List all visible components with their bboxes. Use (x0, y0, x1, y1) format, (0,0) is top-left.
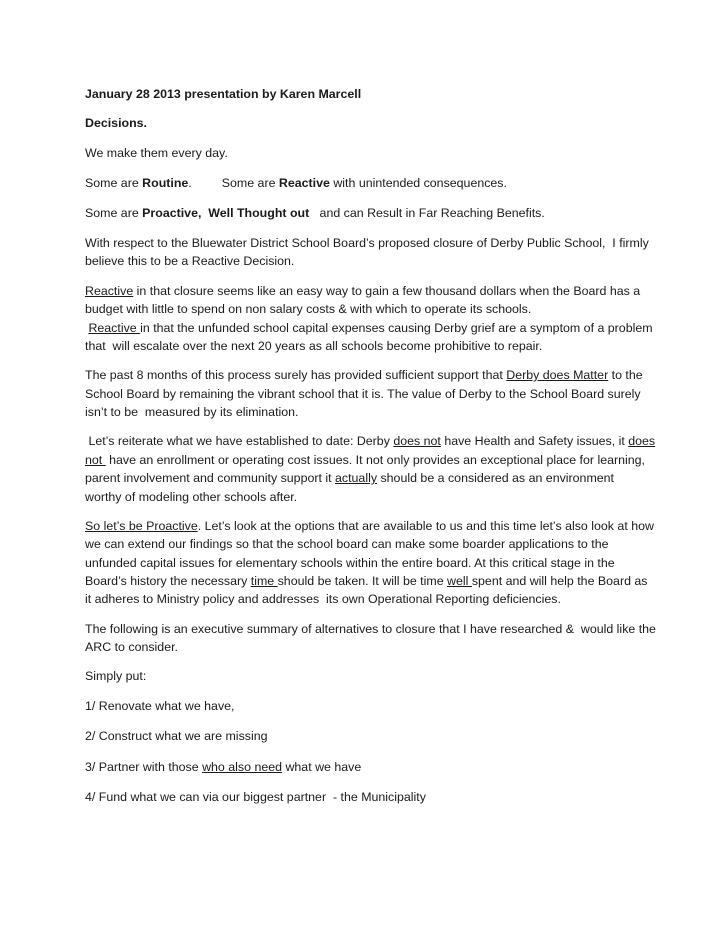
section-heading: Decisions. (85, 116, 147, 130)
paragraph-line: worthy of modeling other schools after. (85, 490, 298, 504)
simply-put-line: Simply put: (85, 669, 147, 683)
paragraph-line: With respect to the Bluewater District School Board’s proposed closure of Derby Public School, I firmly (85, 236, 649, 250)
proactive-line: Some are Proactive, Well Thought out and can Result in Far Reaching Benefits. (85, 206, 545, 220)
paragraph-line: Reactive in that closure seems like an easy way to gain a few thousand dollars when the Board has a (85, 284, 641, 298)
list-item: 4/ Fund what we can via our biggest partner - the Municipality (85, 790, 426, 804)
paragraph-line: unfunded capital issues for elementary schools within the entire board. At this critical stage in the (85, 556, 615, 570)
list-item: 3/ Partner with those who also need what we have (85, 760, 362, 774)
paragraph-line: we can extend our findings so that the school board can make some boarder applications to the (85, 537, 609, 551)
paragraph-line: Let’s reiterate what we have established to date: Derby does not have Health and Safety issues, it does (85, 434, 656, 448)
paragraph-line: budget with little to spend on non salary costs & with which to operate its schools. (85, 302, 532, 316)
paragraph-line: So let’s be Proactive. Let’s look at the options that are available to us and this time let’s also look at how (85, 519, 654, 533)
routine-reactive-line: Some are Routine. Some are Reactive with unintended consequences. (85, 176, 507, 190)
list-item: 1/ Renovate what we have, (85, 699, 235, 713)
document-title: January 28 2013 presentation by Karen Marcell (85, 87, 362, 101)
paragraph-line: School Board by remaining the vibrant school that it is. The value of Derby to the School Board surely (85, 387, 641, 401)
paragraph-line: isn’t to be measured by its elimination. (85, 405, 299, 419)
list-item: 2/ Construct what we are missing (85, 729, 268, 743)
paragraph-line: Reactive in that the unfunded school capital expenses causing Derby grief are a symptom of a problem (88, 321, 653, 335)
paragraph-line: The following is an executive summary of alternatives to closure that I have researched & would like the (85, 622, 656, 636)
paragraph-line: ARC to consider. (85, 640, 178, 654)
paragraph-line: The past 8 months of this process surely has provided sufficient support that Derby does Matter to the (85, 368, 643, 382)
paragraph-line: Board’s history the necessary time should be taken. It will be time well spent and will help the Board as (85, 574, 648, 588)
paragraph-line: believe this to be a Reactive Decision. (85, 254, 295, 268)
paragraph-line: it adheres to Ministry policy and addresses its own Operational Reporting deficiencies. (85, 592, 561, 606)
paragraph-line: that will escalate over the next 20 years as all schools become prohibitive to repair. (85, 339, 543, 353)
paragraph-line: parent involvement and community support it actually should be a considered as an environment (85, 471, 614, 485)
paragraph-line: not have an enrollment or operating cost issues. It not only provides an exceptional place for learning, (85, 453, 645, 467)
intro-line: We make them every day. (85, 146, 228, 160)
